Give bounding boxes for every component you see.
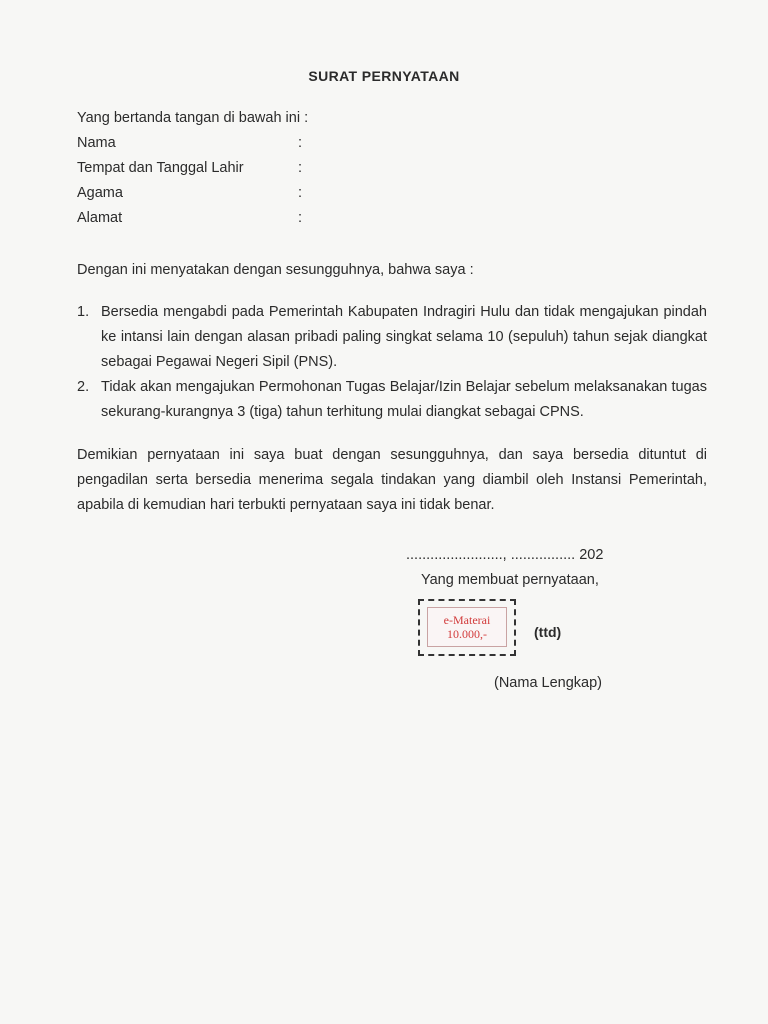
field-separator: : [298,135,303,151]
field-separator: : [298,210,303,226]
stamp-value: 10.000,- [447,627,487,641]
closing-paragraph: Demikian pernyataan ini saya buat dengan sesungguhnya, dan saya bersedia dituntut di pengadilan serta bersedia menerima segala tindakan yang diambil oleh Instansi Pemerintah, apabila di kemudian hari terbukti pernyataan saya ini tidak benar. [77,447,707,513]
field-label-agama: Agama [77,185,123,201]
declaration-intro: Dengan ini menyatakan dengan sesungguhnya, bahwa saya : [77,262,474,278]
signature-mark: (ttd) [534,624,562,640]
e-materai-stamp [427,607,507,647]
maker-label: Yang membuat pernyataan, [421,572,599,588]
field-label-nama: Nama [77,135,116,151]
field-label-alamat: Alamat [77,210,123,226]
stamp-label: e-Materai [443,613,491,627]
list-text: Bersedia mengabdi pada Pemerintah Kabupaten Indragiri Hulu dan tidak mengajukan pindah ke intansi lain dengan alasan pribadi paling singkat selama 10 (sepuluh) tahun sejak diangkat sebagai Pegawai Negeri Sipil (PNS). [101,304,707,370]
document-title: SURAT PERNYATAAN [308,68,460,84]
field-separator: : [298,160,303,176]
list-item [77,300,707,375]
list-number: 1. [77,304,90,320]
list-item [77,375,707,425]
list-number: 2. [77,379,90,395]
full-name-placeholder: (Nama Lengkap) [494,675,602,691]
field-label-tempat-tanggal-lahir: Tempat dan Tanggal Lahir [77,160,244,176]
place-date: ........................, ................ 202 [406,547,604,563]
field-separator: : [298,185,303,201]
list-text: Tidak akan mengajukan Permohonan Tugas Belajar/Izin Belajar sebelum melaksanakan tugas sekurang-kurangnya 3 (tiga) tahun terhitung mulai diangkat sebagai CPNS. [101,379,707,420]
intro-text: Yang bertanda tangan di bawah ini : [77,110,309,126]
